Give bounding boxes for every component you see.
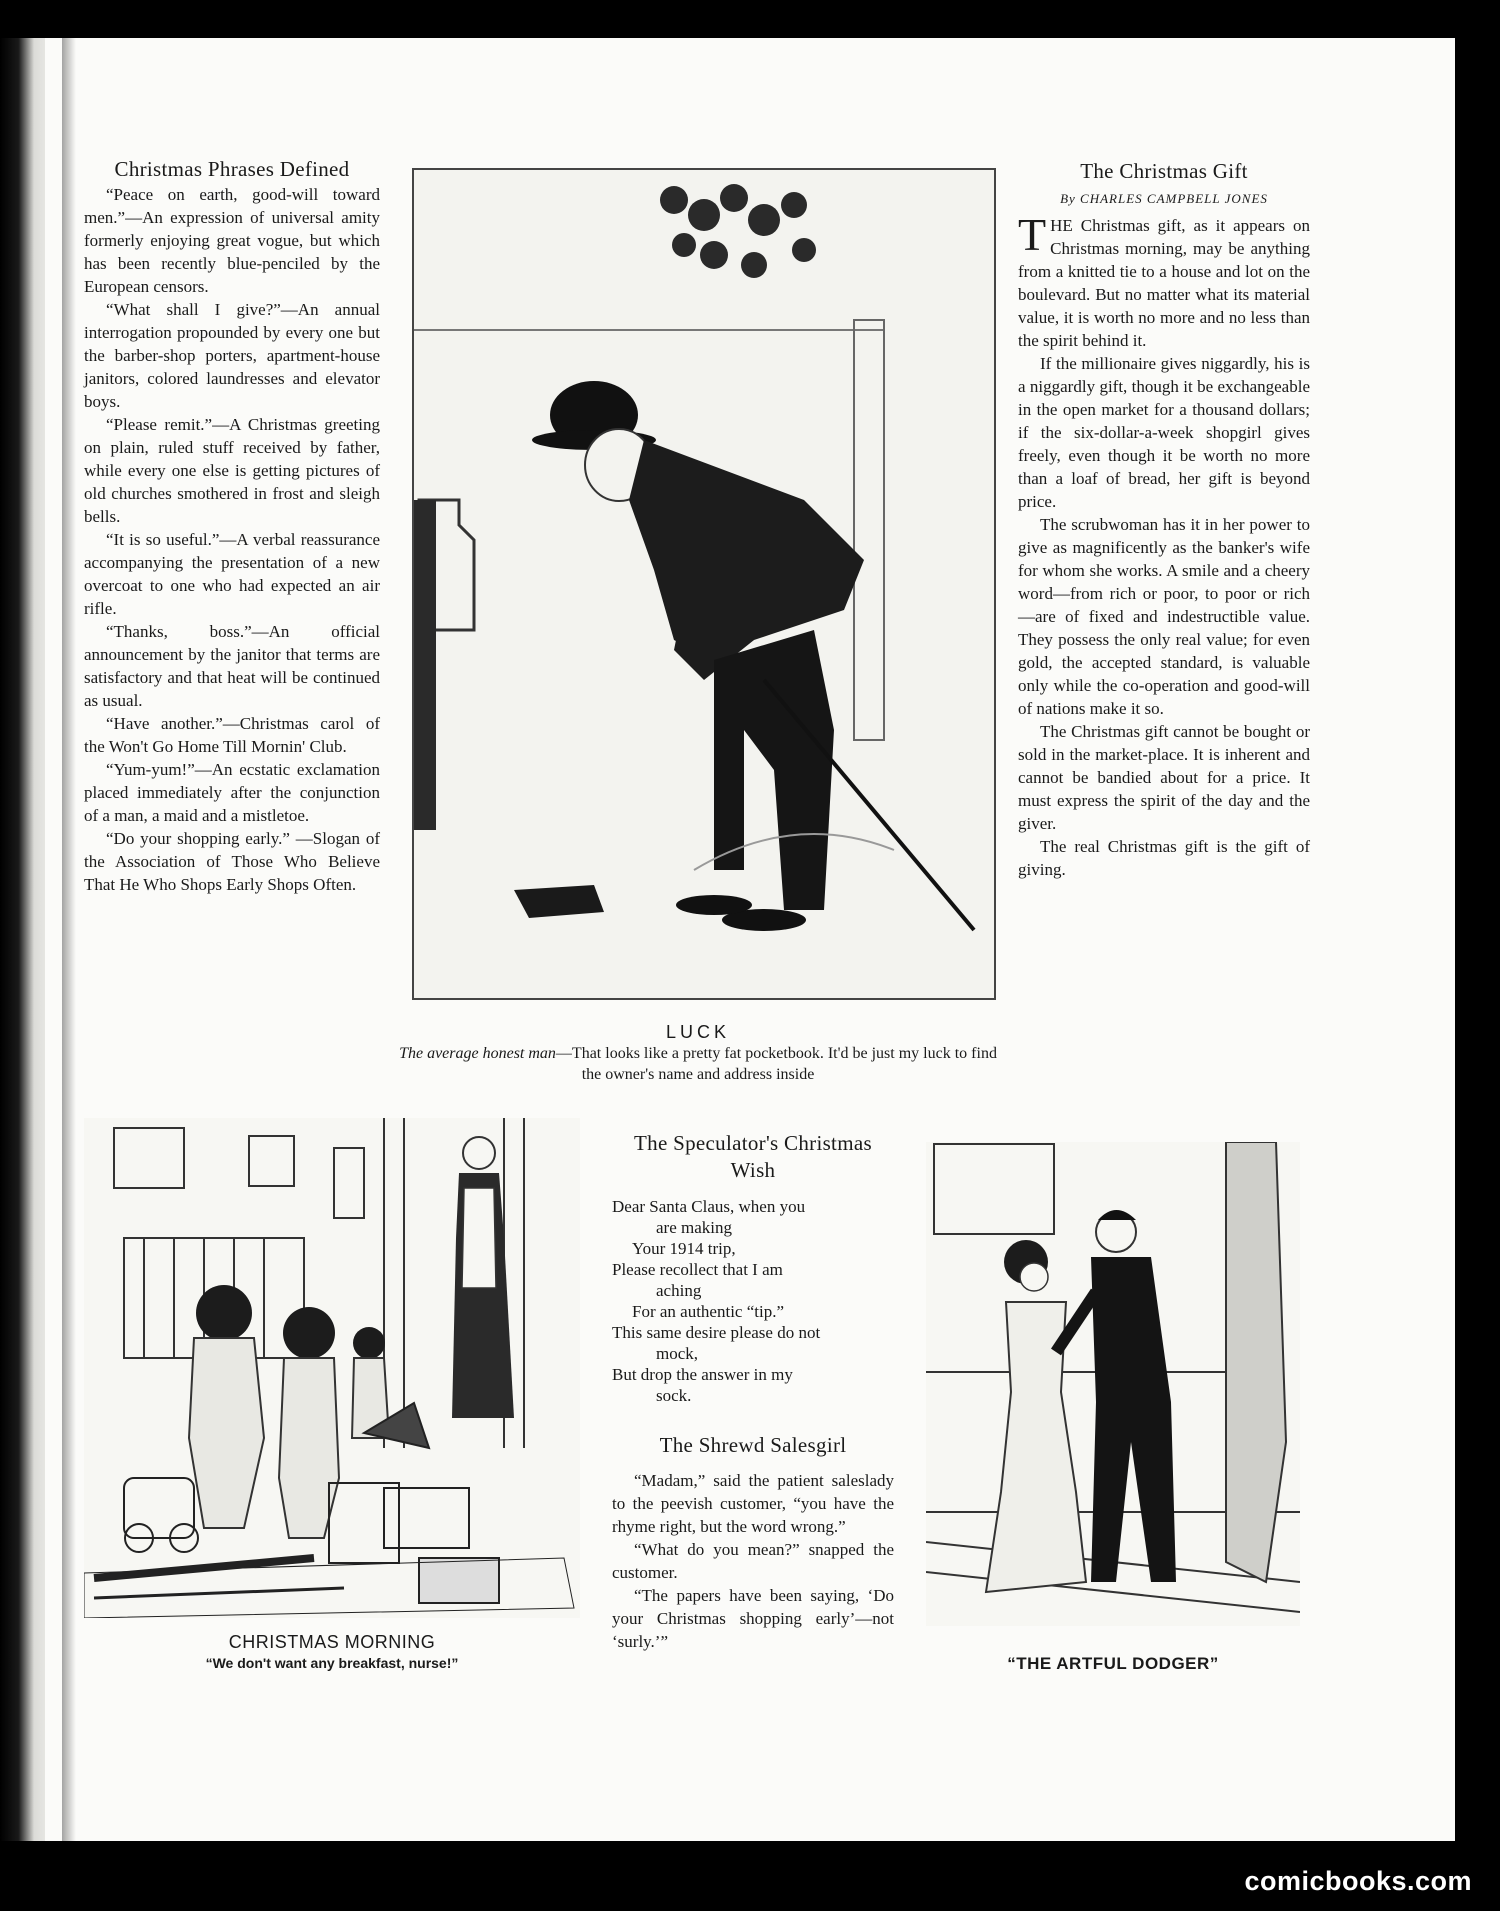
christmas-morning-caption [84, 1632, 580, 1674]
phrase-paragraph: “Do your shopping early.” —Slogan of the Association of Those Who Believe That He Who Shops Early Shops Often. [84, 829, 380, 894]
artful-dodger-caption [926, 1654, 1300, 1674]
phrases-article [84, 156, 380, 896]
christmas-morning-illustration [84, 1118, 580, 1618]
speculator-poem [612, 1196, 894, 1406]
salesgirl-title: The Shrewd Salesgirl [659, 1433, 847, 1457]
luck-caption-text [396, 1043, 1000, 1085]
phrase-paragraph: “Yum-yum!”—An ecstatic exclamation placed immediately after the conjunction of a man, a maid and a mistletoe. [84, 760, 380, 825]
phrase-paragraph: “What shall I give?”—An annual interrogation propounded by every one but the barber-shop porters, apartment-house janitors, colored laundresses and elevator boys. [84, 300, 380, 411]
poem-line: Please recollect that I am [612, 1260, 783, 1279]
salesgirl-paragraph: “Madam,” said the patient saleslady to the peevish customer, “you have the rhyme right, but the word wrong.” [612, 1471, 894, 1536]
phrase-paragraph: “It is so useful.”—A verbal reassurance accompanying the presentation of a new overcoat to one who had expected an air rifle. [84, 530, 380, 618]
christmas-morning-drawing [84, 1118, 580, 1618]
gift-paragraph: The real Christmas gift is the gift of giving. [1018, 837, 1310, 879]
gift-paragraph: If the millionaire gives niggardly, his is a niggardly gift, though it be exchangeable in the open market for a thousand dollars; if the six-dollar-a-week shopgirl gives freely, even though it be worth no more than a loaf of bread, her gift is beyond price. [1018, 354, 1310, 511]
poem-line: sock. [656, 1386, 692, 1405]
poem-line: mock, [656, 1344, 699, 1363]
poem-line: But drop the answer in my [612, 1365, 793, 1384]
gift-first-text: HE Christmas gift, as it appears on Christmas morning, may be anything from a knitted tie to a house and lot on the boulevard. But no matter what its material value, it is worth no more and no less than the spirit behind it. [1018, 216, 1310, 350]
gift-dropcap: T [1018, 209, 1047, 260]
pocketbook [514, 885, 604, 918]
luck-caption-quote: —That looks like a pretty fat pocketbook. It'd be just my luck to find the owner's name and address inside [555, 1045, 997, 1083]
luck-caption-speaker: The average honest man [399, 1045, 556, 1062]
site-watermark: comicbooks.com [1244, 1866, 1472, 1896]
phrases-title: Christmas Phrases Defined [114, 157, 350, 181]
gift-byline: By CHARLES CAMPBELL JONES [1060, 191, 1268, 206]
poem-line: Dear Santa Claus, when you [612, 1197, 806, 1216]
gutter-shadow [62, 38, 76, 1841]
luck-illustration [412, 168, 996, 1000]
phrase-paragraph: “Thanks, boss.”—An official announcement by the janitor that terms are satisfactory and that heat will be continued as usual. [84, 622, 380, 710]
poem-line: aching [656, 1281, 702, 1300]
poem-line: are making [656, 1218, 732, 1237]
salesgirl-paragraph: “The papers have been saying, ‘Do your Christmas shopping early’—not ‘surly.’” [612, 1586, 894, 1651]
poem-line: Your 1914 trip, [632, 1239, 736, 1258]
poem-line: For an authentic “tip.” [632, 1302, 785, 1321]
phrase-paragraph: “Have another.”—Christmas carol of the Won't Go Home Till Mornin' Club. [84, 714, 380, 756]
luck-drawing [414, 170, 994, 998]
luck-caption [396, 1022, 1000, 1085]
phrase-paragraph: “Peace on earth, good-will toward men.”—An expression of universal amity formerly enjoying great vogue, but which has been recently blue-penciled by the European censors. [84, 185, 380, 296]
phrase-paragraph: “Please remit.”—A Christmas greeting on plain, ruled stuff received by father, while every one else is getting pictures of old churches smothered in frost and sleigh bells. [84, 415, 380, 526]
center-bottom-column [612, 1130, 894, 1653]
christmas-morning-title: CHRISTMAS MORNING [228, 1632, 436, 1652]
gift-article [1018, 158, 1310, 881]
artful-dodger-drawing [926, 1142, 1300, 1626]
gift-first-paragraph [1018, 209, 1310, 352]
gift-title: The Christmas Gift [1080, 159, 1248, 183]
poem-line: This same desire please do not [612, 1323, 821, 1342]
speculator-title: The Speculator's Christmas Wish [634, 1131, 872, 1182]
christmas-morning-subtitle: “We don't want any breakfast, nurse!” [205, 1655, 459, 1671]
salesgirl-paragraph: “What do you mean?” snapped the customer. [612, 1540, 894, 1582]
artful-dodger-title: “THE ARTFUL DODGER” [1007, 1654, 1219, 1673]
gift-paragraph: The scrubwoman has it in her power to give as magnificently as the banker's wife for whom she works. A smile and a cheery word—from rich or poor, to poor or rich—are of fixed and indestructible value. They possess the only real value; for even gold, the accepted standard, is valuable only while the co-operation and good-will of nations make it so. [1018, 515, 1310, 718]
gift-paragraph: The Christmas gift cannot be bought or sold in the market-place. It is inherent and cannot be bandied about for a price. It must express the spirit of the day and the giver. [1018, 722, 1310, 833]
artful-dodger-illustration [926, 1142, 1300, 1626]
luck-title: LUCK [665, 1022, 730, 1042]
